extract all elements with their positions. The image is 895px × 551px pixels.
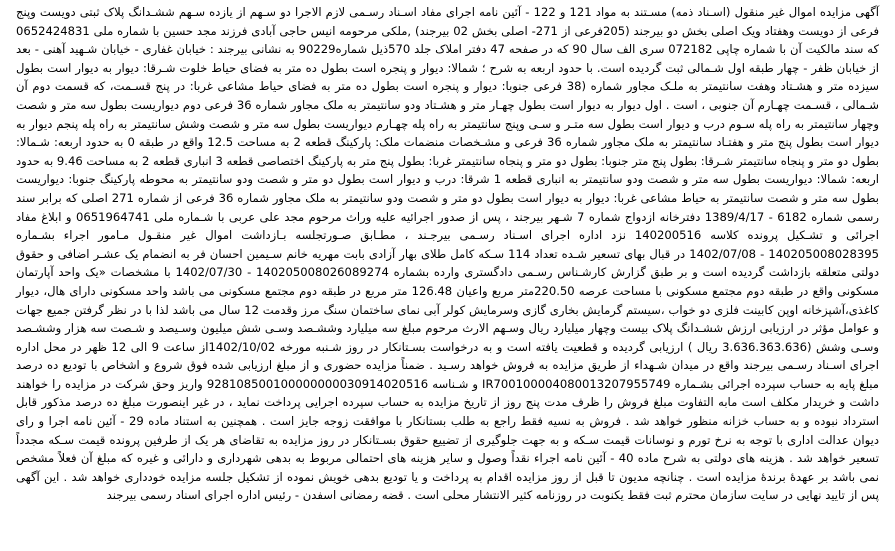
auction-notice-text: آگهی مزایده اموال غیر منقول (اسـناد ذمه) مسـتند به مواد 121 و 122 - آئین نامه اجرای مفاد اسـناد رسـمی لازم الاجرا دو سـهم از یازده سـهم ششـدانگ پلاک ثبتی دویست وپنج فرعی از دویست وهفتاد ویک اصلی بخش دو بیرجند (205فرعی از 271- اصلی بخش 02 بیرجند) ,ملکی مرحومه انیس حاجی آبادی فرزند مجد حسین با شماره ملی 0652424831 که سند مالکیت آن با شماره چاپی 072182 سری الف سال 90 که در صفحه 47 دفتر املاک جلد 570ذیل شماره90229 به نشانی بیرجند : خیابان غفاری - خیابان شـهید آهنی - بعد از خیابان ظفر - چهار طبقه اول شـمالی ثبت گردیده است. با حدود اربعه به شرح ؛ شمالا: دیوار و پنجره است بطول ده متر به فضای حیاط خلوت شـرقا: دیوار به دیوار است بطول سیزده متر و هشـتاد وهفت سانتیمتر به ملـک مجاور شماره (38 فرعی جنوبا: دیوار و پنجره است بطول ده متر به فضای حیاط مشاعی غربا: در پنج قسـمت، که قسمت دوم آن شـمالی ، قسـمت چهـارم آن جنوبی ، است . اول دیوار به دیوار است بطول چهـار متر و هشـتاد ودو سانتیمتر به ملک مجاور شماره 36 فرعی دوم دیواریست بطول سه متر و شصت وچهار سانتیمتر به راه پله سـوم درب و دیوار است بطول سه متـر و سـی وپنج سانتیمتر به راه پله چهـارم دیواریست بطول سه متر و شصت وشش سانتیمتر به راه پله پنجم دیوار به دیوار است بطول پنج متر و هفتـاد سانتیمتر به ملک مجاور شماره 36 فرعی و مشـخصات منضمات ملک: پارکینگ قطعه 2 به مساحت 12.5 واقع در طبقه 0 به حدود اربعه: شـمالا: بطول دو متر و پنجاه سانتیمتر شـرقا: بطول پنج متر جنوبا: بطول دو متر و پنجاه سانتیمتر غربا: بطول پنج متر به پارکینگ اختصاصی قطعه 3 انباری قطعه 2 به مساحت 9.46 به حدود اربعه: شمالا: دیواریست بطول سه متر و شصت ودو سانتیمتر به انباری قطعه 1 شرقا: درب و دیوار است بطول دو متر و شصت ودو سانتیمتر به محوطه پارکینگ جنوبا: دیواریست بطول سه متر و شصت سانتیمتر به حیاط مشاعی غربا: دیوار به دیوار است بطول دو متر و شصت ودو سانتیمتر به ملک مجاور شماره 36 فرعی از شماره 271 اصلی که برابر سند رسمی شماره 6182 - 1389/4/17 دفترخانه ازدواج شماره 7 شـهر بیرجند ، پس از صدور اجرائیه علیه وراث مرحوم مجد علی عربی با شـماره ملی 0651964741 و ابلاغ مفاد اجرائی و تشـکیل پرونده کلاسه 140200516 نزد اداره اجرای اسـناد رسـمی بیرجـند ، مطـابق صـورتجلسه بـازداشت اموال غیر منقـول مـامور اجراء بشـماره 140205008028395 - 1402/07/08 در قبال بهای تسعیر شـده تعداد 114 سـکه کامل طلای بهار آزادی بابت مهریه خانم سـیمین احسان فر به انضمام یک عشـر اضافی و حقوق دولتی متعلقه بازداشت گردیده است و بر طبق گزارش کارشـناس رسـمی دادگستری وارده بشماره 140205008026089274 - 1402/07/30 با مشخصات «یک واحد آپارتمان مسکونی واقع در طبقه دوم مجتمع مسکونی با مساحت عرصه 220.50متر مربع واعیان 126.48 متر مربع در طبقه دوم مجتمع مسکونی می باشد واحد مسکونی دارای هال، دیوار کاغذی،آشپزخانه اوپن کابینت فلزی دو خواب ،سیستم گرمایش بخاری گازی وسرمایش کولر آبی نمای ساختمان سنگ مرز وقدمت 12 سال می باشد لذا با در نظر گرفتن جمیع جهات و عوامل مؤثر در ارزیابی ارزش ششـدانگ پلاک بیست وچهار میلیارد ریال وسـهم الارث مرحوم مبلغ سه میلیارد وششـصد وسـی شش میلیون وسـیصد و شـصت سه هزار وششـصد وسـی وشش (3.636.363.636 ریال ) ارزیابی گردیده و قطعیت یافته است و به درخواست بسـتانکار در روز شـنبه مورخه 1402/10/02از ساعت 9 الی 12 ظهر در محل اداره اجرای اسـناد رسـمی بیرجند واقع در میدان شـهداء از طریق مزایده به فروش خواهد رسـید . ضمناً مزایده حضوری و از مبلغ ارزیابی شده فوق شروع و اشخاص با تودیع ده درصد مبلغ پایه به حساب سپرده اجرائی بشـماره IR700100004080013207955749 و شـناسه 928108500100000000030914020516 واریز وحق شرکت در مزایده را خواهند داشت و خریدار مکلف است مابه التفاوت مبلغ فروش را ظرف مدت پنج روز از تاریخ مزایده به حساب سپرده اجرایی پرداخت نماید ، در غیر اینصورت مبلغ ده درصد مذکور قابل استرداد نبوده و به حساب خزانه منظور خواهد شد . فروش به نسیه فقط راجع به طلب بستانکار با موافقت زوجه جایز است . همچنین به استناد ماده 29 - آئین نامه اجرا و رای دیوان عدالت اداری با توجه به نرخ تورم و نوسانات قیمت سـکه و به جهت جلوگیری از تضییع حقوق بسـتانکار در روز مزایده به تقاضای هر یک از طرفین پرونده قیمت سـکه مجدداً تسعیر خواهد شد . هزینه های دولتی به شرح ماده 40 - آئین نامه اجراء نقداً وصول و سایر هزینه های احتمالی مربوط به بدهی شهرداری و دارائی و غیره که مبلغ آن فعلاً مشخص نمی باشد بر عهدۀ برندۀ مزایده است . چنانچه مدیون تا قبل از روز مزایده اقدام به پرداخت و یا تودیع بدهی خویش نموده از تشکیل جلسه مزایده خودداری خواهد شد . این آگهی پس از تایید نهایی در سایت سازمان محترم ثبت فقط یکنوبت در روزنامه کثیر الانتشار محلی است . قضه رمضانی اسفدن - رئیس اداره اجرای اسناد رسمی بیرجند — [16, 5, 880, 503]
notice-page — [8, 0, 887, 545]
